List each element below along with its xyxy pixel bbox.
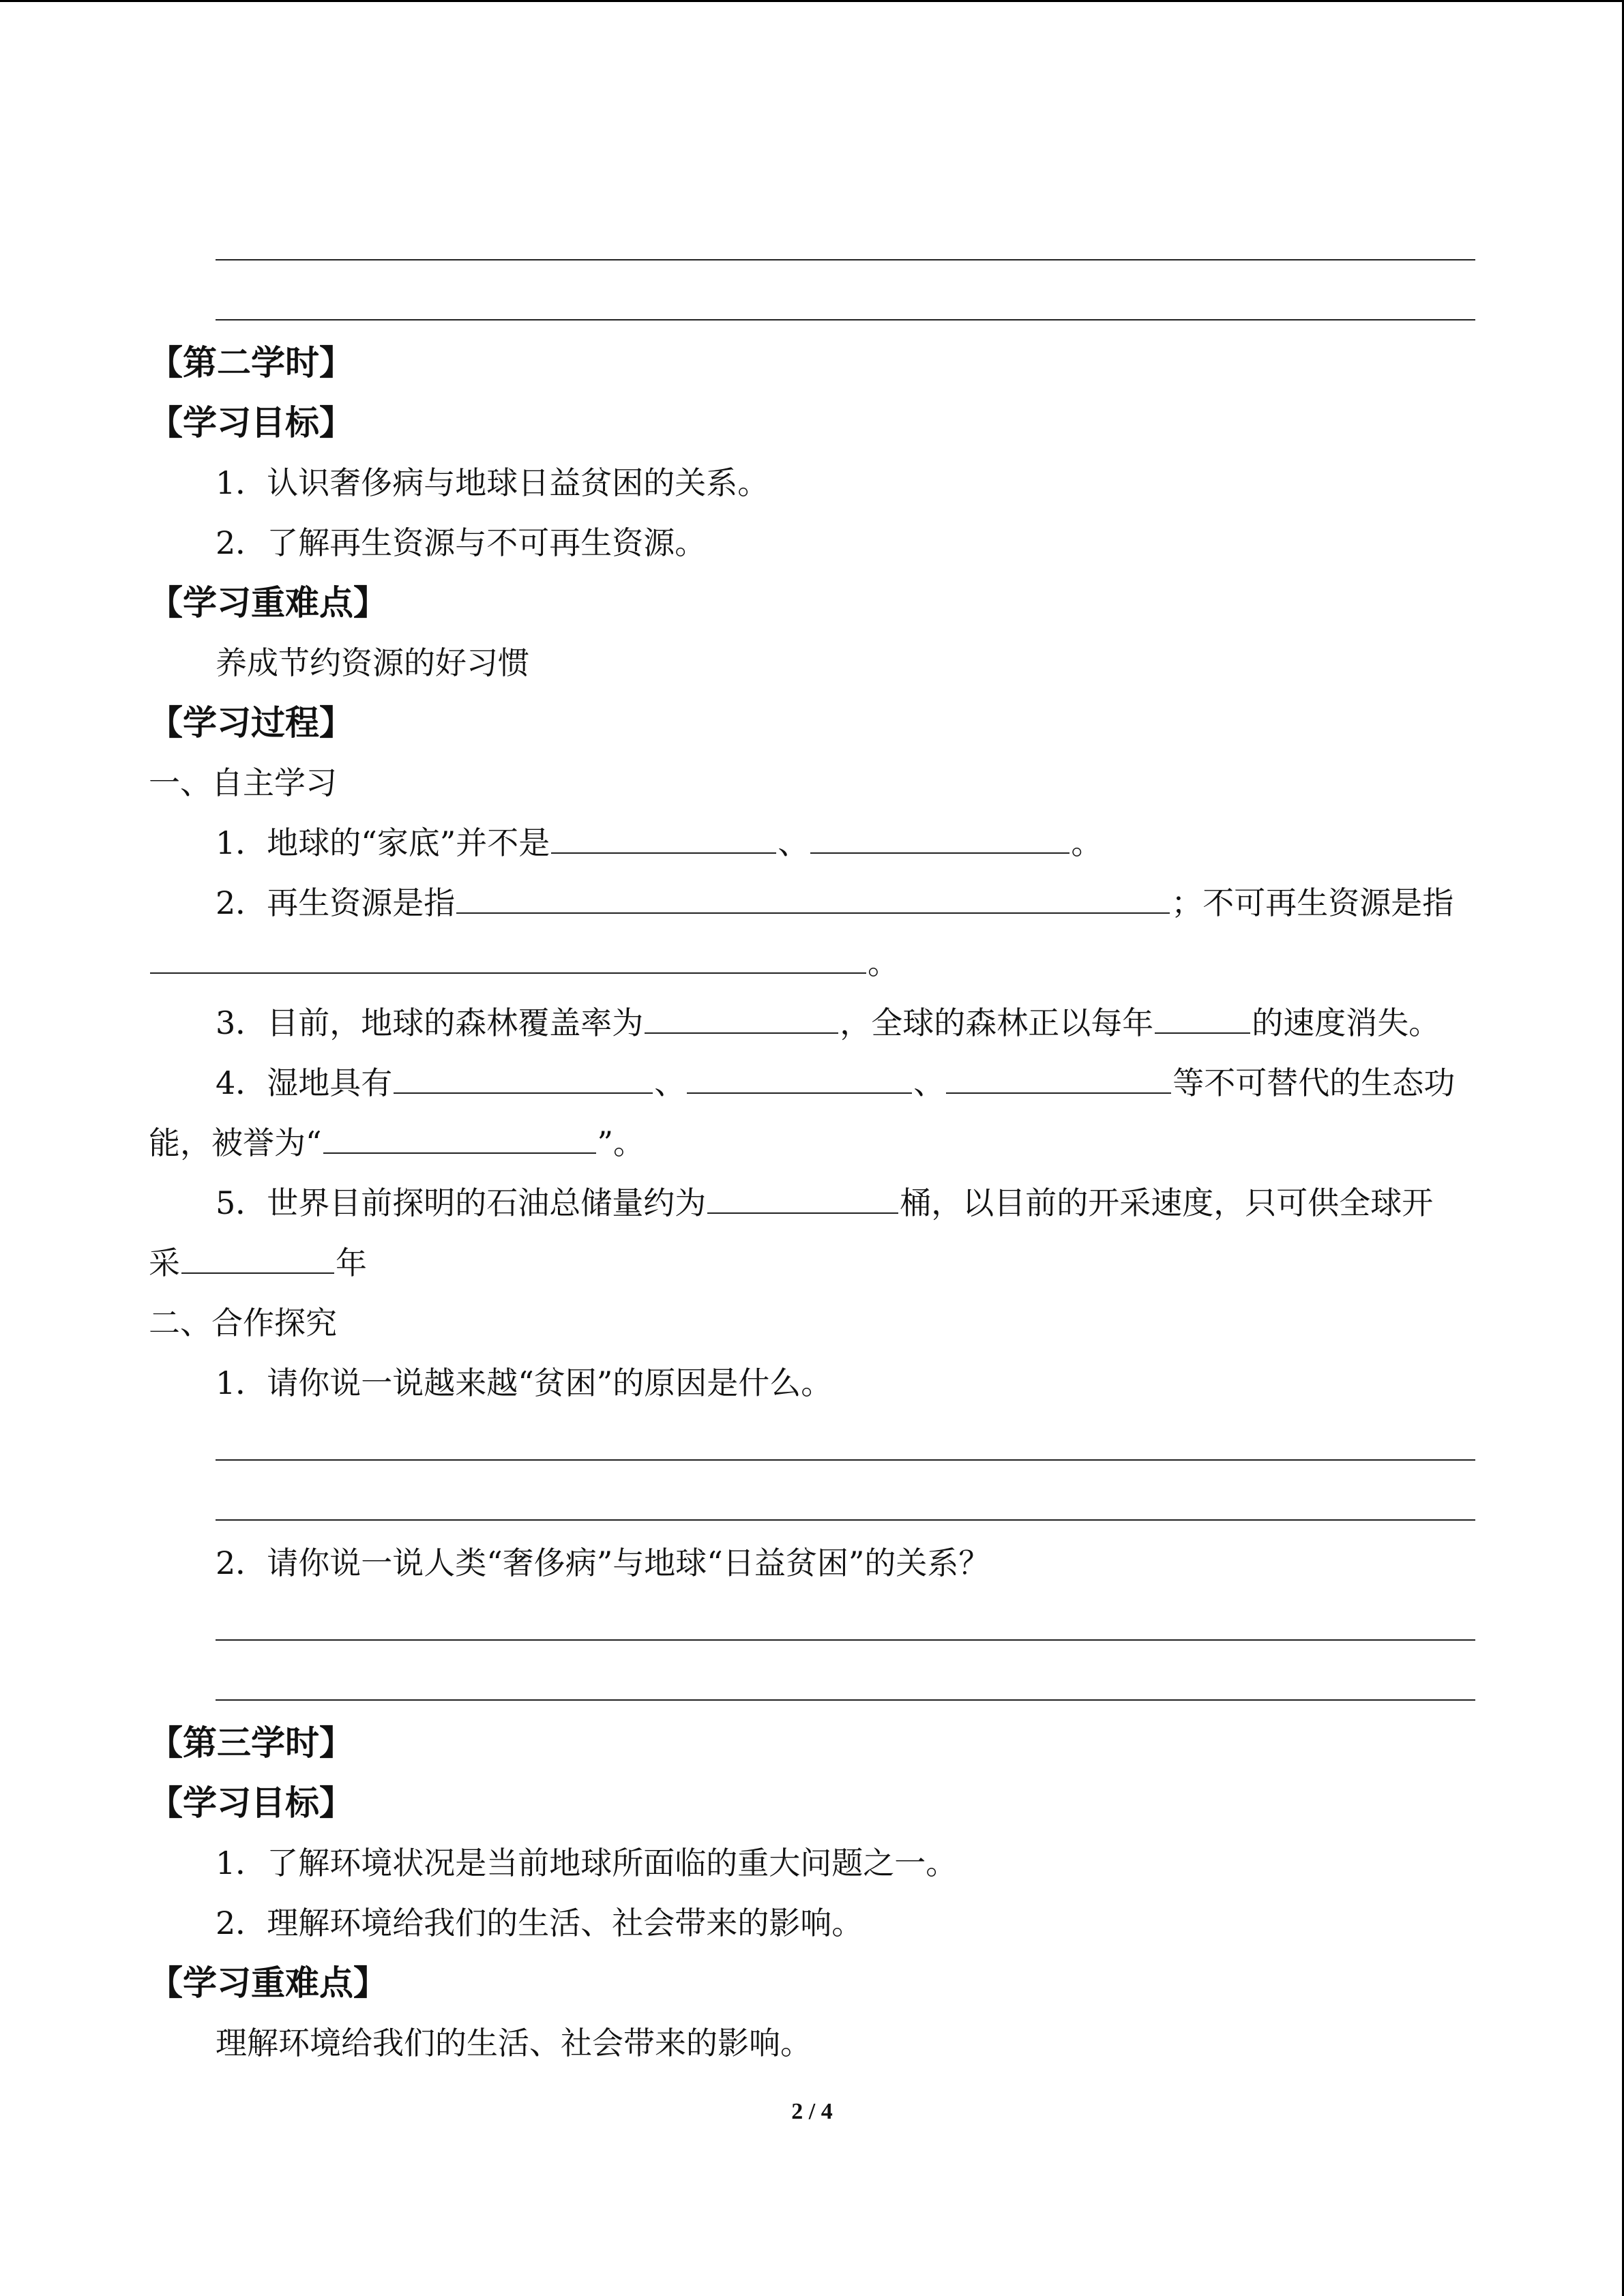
question-5 [149,1173,1475,1233]
section3-goal-1: 1．了解环境状况是当前地球所面临的重大问题之一。 [216,1845,958,1881]
section3-key-heading: 【学习重难点】 [149,1963,387,2003]
question-4-blank-d[interactable] [323,1118,596,1154]
question-5-mid: 桶，以目前的开采速度，只可供全球开 [900,1184,1434,1221]
section2-goal-2: 2．了解再生资源与不可再生资源。 [216,524,707,561]
question-2-blank-b[interactable] [150,938,866,974]
question-5-blank-a[interactable] [707,1178,898,1214]
part1-title: 一、自主学习 [149,764,337,801]
question-5-line2 [149,1233,1475,1293]
question-4-mid: 等不可替代的生态功 [1172,1064,1456,1101]
question-4-line2-pre: 能，被誉为“ [149,1124,322,1161]
section3-goal-2: 2．理解环境给我们的生活、社会带来的影响。 [216,1905,863,1941]
answer-line[interactable] [149,1653,1475,1713]
question-1-blank-b[interactable] [810,818,1069,854]
question-5-blank-b[interactable] [181,1238,334,1274]
question-4-blank-b[interactable] [687,1058,912,1094]
question-4-blank-c[interactable] [946,1058,1171,1094]
question-2-line2 [149,933,1475,993]
question-3 [149,993,1475,1053]
question-2 [149,873,1475,933]
section2-goals-heading: 【学习目标】 [149,403,353,443]
question-4-blank-a[interactable] [394,1058,653,1094]
question-3-text: 3．目前，地球的森林覆盖率为 [216,1004,644,1041]
section3-key-text: 理解环境给我们的生活、社会带来的影响。 [216,2025,812,2061]
question-3-mid: ，全球的森林正以每年 [840,1004,1154,1041]
question-1-end: 。 [1071,824,1103,861]
question-4-line2 [149,1113,1475,1173]
question-4-text: 4．湿地具有 [216,1064,393,1101]
question-1 [149,813,1475,873]
answer-line[interactable] [149,1413,1475,1473]
question-2-blank-a[interactable] [456,878,1170,914]
document-body [149,177,1475,2073]
page-number: 2 / 4 [791,2099,833,2124]
section3-title: 【第三学时】 [149,1723,353,1763]
question-3-end: 的速度消失。 [1252,1004,1441,1041]
question-5-text: 5．世界目前探明的石油总储量约为 [216,1184,707,1221]
question-4-sep1: 、 [654,1064,686,1101]
question-4-sep2: 、 [913,1064,945,1101]
cooperation-question-2: 2．请你说一说人类“奢侈病”与地球“日益贫困”的关系？ [216,1545,990,1581]
section3-goals-heading: 【学习目标】 [149,1783,353,1823]
question-1-sep: 、 [778,824,810,861]
part2-title: 二、合作探究 [149,1304,337,1341]
section2-process-heading: 【学习过程】 [149,703,353,743]
answer-line[interactable] [149,1593,1475,1653]
section2-goal-1: 1．认识奢侈病与地球日益贫困的关系。 [216,464,769,501]
question-1-text: 1．地球的“家底”并不是 [216,824,550,861]
question-1-blank-a[interactable] [551,818,776,854]
question-3-blank-a[interactable] [645,998,838,1034]
section2-key-heading: 【学习重难点】 [149,583,387,623]
question-4-line2-end: ”。 [597,1124,645,1161]
question-2-text: 2．再生资源是指 [216,884,456,921]
answer-line[interactable] [149,273,1475,333]
question-2-end: 。 [868,944,899,981]
section2-key-text: 养成节约资源的好习惯 [216,644,529,681]
question-2-mid: ；不可再生资源是指 [1171,884,1454,921]
question-3-blank-b[interactable] [1155,998,1250,1034]
answer-line[interactable] [149,213,1475,273]
question-4 [149,1053,1475,1113]
answer-line[interactable] [149,1473,1475,1533]
section2-title: 【第二学时】 [149,343,353,383]
question-5-line2-end: 年 [336,1244,367,1281]
cooperation-question-1: 1．请你说一说越来越“贫困”的原因是什么。 [216,1365,833,1401]
question-5-line2-pre: 采 [149,1244,180,1281]
